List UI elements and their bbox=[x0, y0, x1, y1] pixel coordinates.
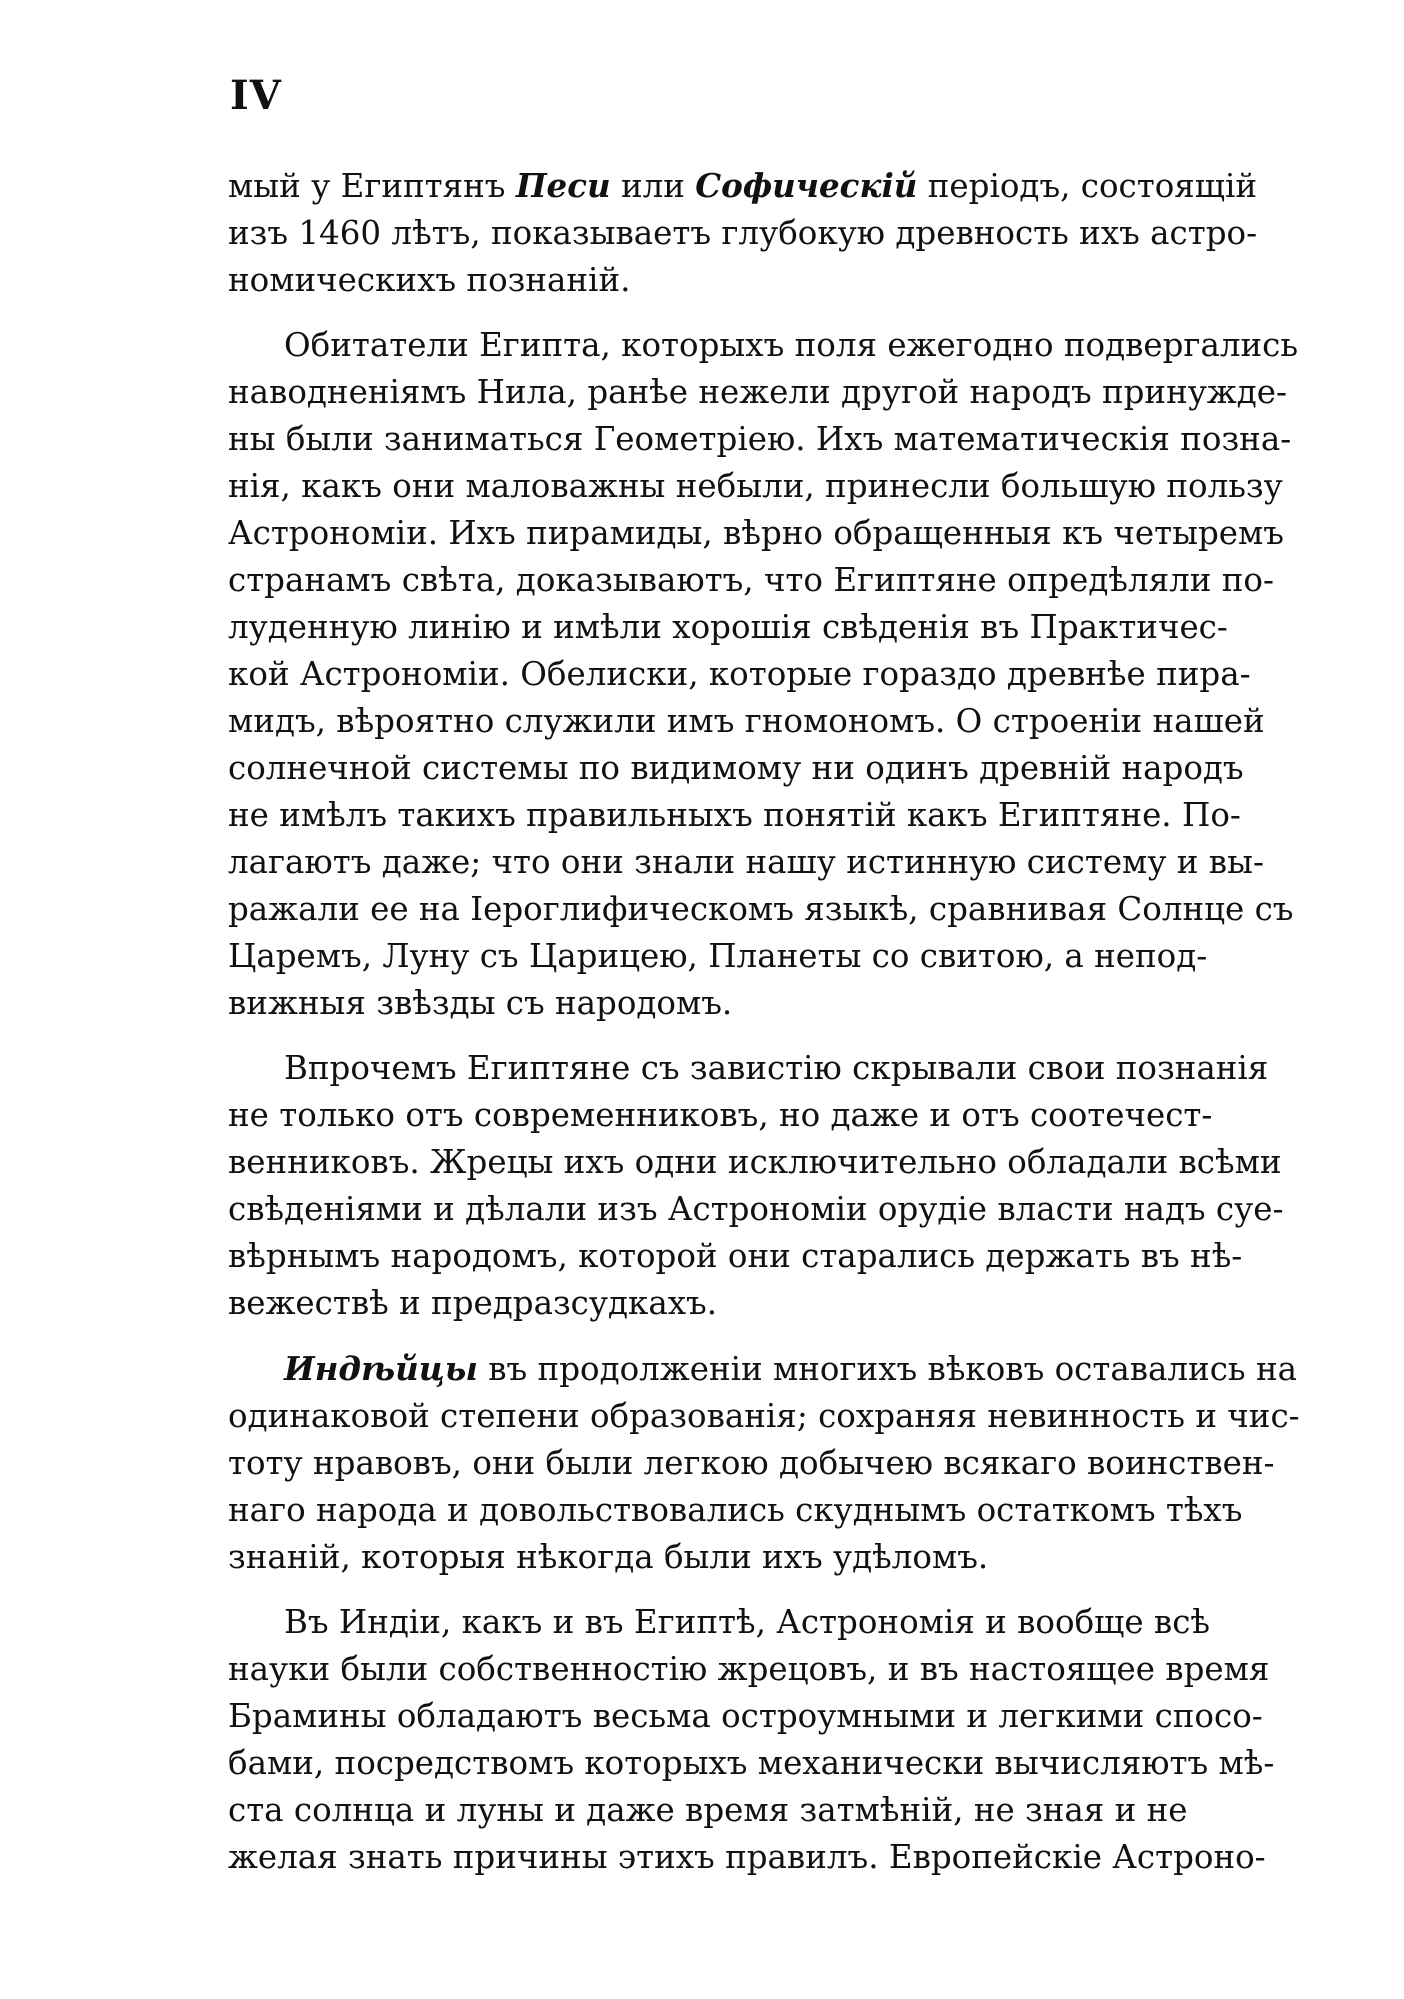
text-line bbox=[228, 886, 1294, 933]
text-run: вѣрнымъ народомъ, которой они старались держать въ нѣ- bbox=[228, 1237, 1243, 1275]
text-line bbox=[228, 1092, 1213, 1139]
text-run: періодъ, состоящій bbox=[917, 167, 1258, 205]
text-run: лагаютъ даже; что они знали нашу истинную систему и вы- bbox=[228, 843, 1264, 881]
text-line bbox=[228, 416, 1292, 463]
text-line bbox=[228, 698, 1265, 745]
text-run: бами, посредствомъ которыхъ механически вычисляютъ мѣ- bbox=[228, 1744, 1275, 1782]
text-run: венниковъ. Жрецы ихъ одни исключительно обладали всѣми bbox=[228, 1143, 1282, 1181]
paragraph bbox=[228, 1345, 1300, 1581]
text-run: тоту нравовъ, они были легкою добычею всякаго воинствен- bbox=[228, 1444, 1275, 1482]
page-number: IV bbox=[230, 72, 282, 119]
text-line bbox=[228, 1345, 1297, 1393]
text-line bbox=[228, 1599, 1211, 1646]
text-run: въ продолженіи многихъ вѣковъ оставались на bbox=[477, 1350, 1297, 1388]
text-line bbox=[228, 651, 1251, 698]
text-run: номическихъ познаній. bbox=[228, 261, 631, 299]
text-run: ражали ее на Іероглифическомъ языкѣ, сравнивая Солнце съ bbox=[228, 890, 1294, 928]
text-run: науки были собственностію жрецовъ, и въ настоящее время bbox=[228, 1650, 1270, 1688]
text-run: Астрономіи. Ихъ пирамиды, вѣрно обращенныя къ четыремъ bbox=[228, 514, 1284, 552]
text-run: или bbox=[610, 167, 696, 205]
text-run: изъ 1460 лѣтъ, показываетъ глубокую древность ихъ астро- bbox=[228, 214, 1258, 252]
text-line bbox=[228, 1534, 1178, 1581]
text-run: наводненіямъ Нила, ранѣе нежели другой народъ принужде- bbox=[228, 373, 1287, 411]
text-run: мидъ, вѣроятно служили имъ гномономъ. О строеніи нашей bbox=[228, 702, 1265, 740]
paragraph bbox=[228, 1599, 1275, 1881]
text-line bbox=[228, 604, 1228, 651]
text-run: ны были заниматься Геометріею. Ихъ математическія позна- bbox=[228, 420, 1292, 458]
text-line bbox=[228, 1393, 1300, 1440]
text-run: не только отъ современниковъ, но даже и отъ соотечест- bbox=[228, 1096, 1213, 1134]
body-text bbox=[228, 162, 1300, 1899]
text-run: кой Астрономіи. Обелиски, которые гораздо древнѣе пира- bbox=[228, 655, 1251, 693]
text-line bbox=[228, 745, 1244, 792]
text-line bbox=[228, 1487, 1243, 1534]
text-line bbox=[228, 557, 1274, 604]
text-line bbox=[228, 1186, 1284, 1233]
text-line bbox=[228, 369, 1287, 416]
text-line bbox=[228, 839, 1264, 886]
paragraph bbox=[228, 322, 1299, 1027]
text-line bbox=[228, 1045, 1269, 1092]
emphasized-term: Софическій bbox=[695, 166, 918, 205]
emphasized-term: Песи bbox=[515, 166, 611, 205]
text-run: странамъ свѣта, доказываютъ, что Египтяне опредѣляли по- bbox=[228, 561, 1274, 599]
text-run: знаній, которыя нѣкогда были ихъ удѣломъ. bbox=[228, 1538, 989, 1576]
text-run: вежествѣ и предразсудкахъ. bbox=[228, 1284, 718, 1322]
text-line bbox=[228, 162, 1258, 210]
paragraph bbox=[228, 1045, 1284, 1327]
text-line bbox=[228, 1740, 1275, 1787]
text-run: одинаковой степени образованія; сохраняя невинность и чис- bbox=[228, 1397, 1300, 1435]
text-run: нія, какъ они маловажны небыли, принесли большую пользу bbox=[228, 467, 1283, 505]
text-run: луденную линію и имѣли хорошія свѣденія въ Практичес- bbox=[228, 608, 1228, 646]
text-run: мый у Египтянъ bbox=[228, 167, 516, 205]
text-line bbox=[228, 1787, 1188, 1834]
text-line bbox=[228, 1834, 1266, 1881]
text-line bbox=[228, 1440, 1275, 1487]
text-run: наго народа и довольствовались скуднымъ остаткомъ тѣхъ bbox=[228, 1491, 1243, 1529]
text-line bbox=[228, 792, 1241, 839]
text-run: солнечной системы по видимому ни одинъ древній народъ bbox=[228, 749, 1244, 787]
text-line bbox=[228, 1693, 1263, 1740]
text-run: ста солнца и луны и даже время затмѣній, не зная и не bbox=[228, 1791, 1188, 1829]
text-line bbox=[228, 980, 1178, 1027]
text-line bbox=[228, 510, 1284, 557]
text-run: Брамины обладаютъ весьма остроумными и легкими спосо- bbox=[228, 1697, 1263, 1735]
text-run: Обитатели Египта, которыхъ поля ежегодно подвергались bbox=[284, 326, 1299, 364]
text-line bbox=[228, 257, 1178, 304]
text-run: Въ Индіи, какъ и въ Египтѣ, Астрономія и вообще всѣ bbox=[284, 1603, 1211, 1641]
text-run: желая знать причины этихъ правилъ. Европейскіе Астроно- bbox=[228, 1838, 1266, 1876]
text-run: Впрочемъ Египтяне съ завистію скрывали свои познанія bbox=[284, 1049, 1269, 1087]
text-run: не имѣлъ такихъ правильныхъ понятій какъ Египтяне. По- bbox=[228, 796, 1241, 834]
text-line bbox=[228, 1233, 1243, 1280]
text-line bbox=[228, 210, 1258, 257]
text-run: вижныя звѣзды съ народомъ. bbox=[228, 984, 733, 1022]
text-line bbox=[228, 463, 1283, 510]
emphasized-term: Индѣйцы bbox=[284, 1349, 478, 1388]
text-line bbox=[228, 1280, 1178, 1327]
paragraph bbox=[228, 162, 1258, 304]
text-run: Царемъ, Луну съ Царицею, Планеты со свитою, а непод- bbox=[228, 937, 1208, 975]
text-run: свѣденіями и дѣлали изъ Астрономіи орудіе власти надъ суе- bbox=[228, 1190, 1284, 1228]
text-line bbox=[228, 1646, 1270, 1693]
text-line bbox=[228, 1139, 1282, 1186]
text-line bbox=[228, 933, 1208, 980]
text-line bbox=[228, 322, 1299, 369]
